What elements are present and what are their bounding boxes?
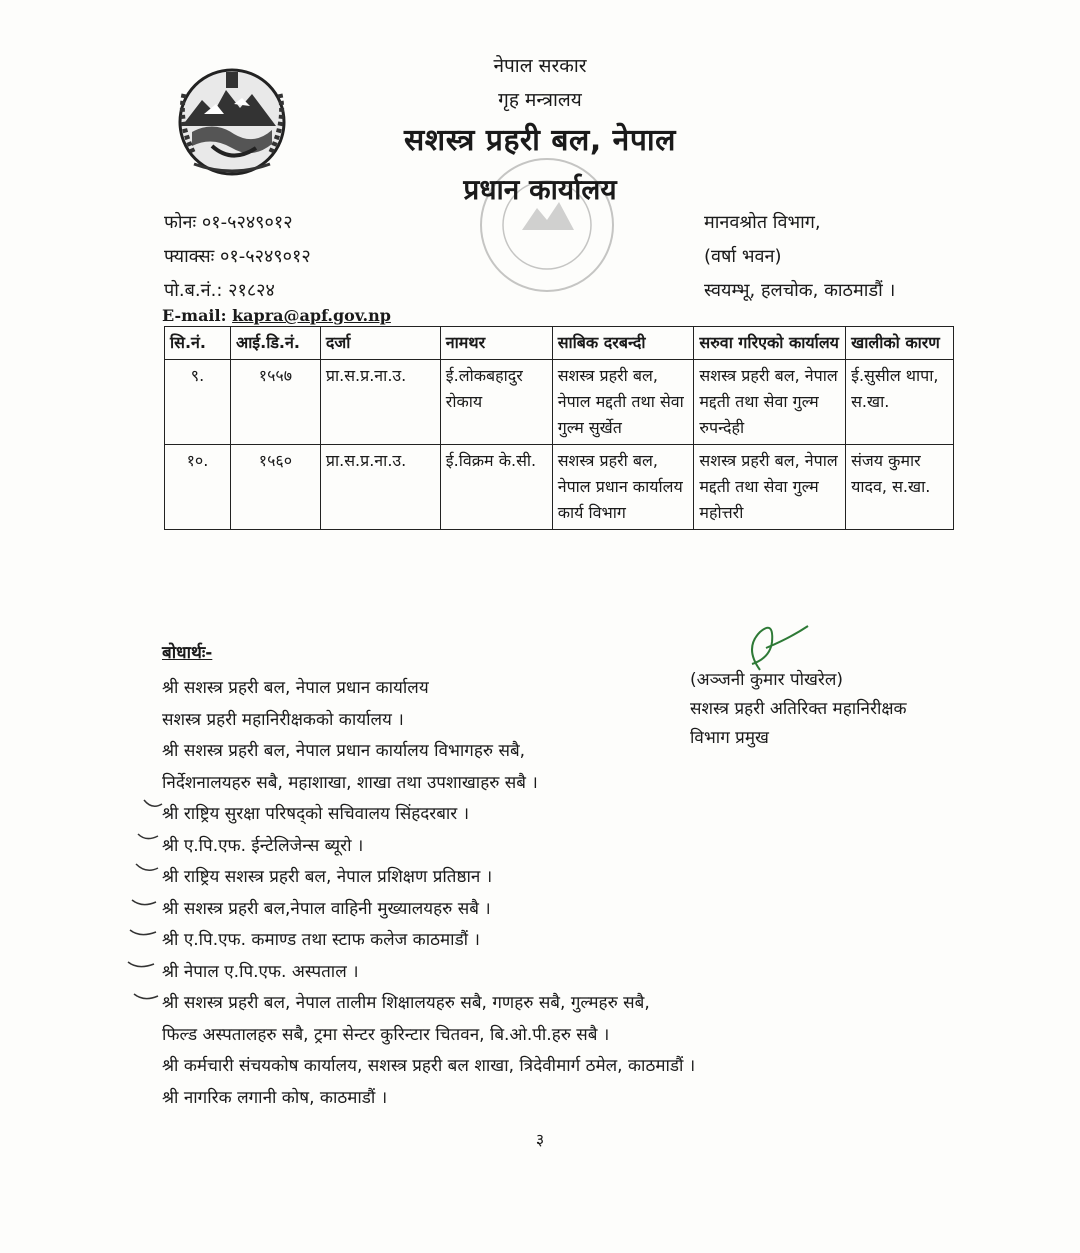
cell-id: १५६० [230, 445, 320, 530]
cell-sn: ९. [165, 360, 231, 445]
department-block [704, 206, 895, 308]
col-rank: दर्जा [320, 327, 440, 360]
cell-id: १५५७ [230, 360, 320, 445]
cell-vacancy-reason: ई.सुसील थापा, स.खा. [846, 360, 954, 445]
fax: फ्याक्सः ०१-५२४९०१२ [164, 246, 311, 267]
list-item: निर्देशनालयहरु सबै, महाशाखा, शाखा तथा उपशाखाहरु सबै । [162, 772, 538, 793]
department-address: स्वयम्भू, हलचोक, काठमाडौं । [704, 280, 896, 301]
col-sn: सि.नं. [165, 327, 231, 360]
cell-transferred-office: सशस्त्र प्रहरी बल, नेपाल मद्दती तथा सेवा गुल्म रुपन्देही [694, 360, 846, 445]
cell-sn: १०. [165, 445, 231, 530]
handwritten-marks [118, 790, 198, 1034]
col-previous-post: साबिक दरबन्दी [552, 327, 694, 360]
page-number: ३ [535, 1130, 545, 1149]
cell-previous-post: सशस्त्र प्रहरी बल, नेपाल मद्दती तथा सेवा गुल्म सुर्खेत [552, 360, 694, 445]
list-item: श्री ए.पि.एफ. कमाण्ड तथा स्टाफ कलेज काठमाडौं । [162, 930, 480, 950]
list-item: सशस्त्र प्रहरी महानिरीक्षकको कार्यालय । [162, 709, 404, 730]
email-link[interactable]: kapra@apf.gov.np [232, 306, 391, 325]
list-item: श्री सशस्त्र प्रहरी बल,नेपाल वाहिनी मुख्यालयहरु सबै । [162, 898, 491, 919]
cc-heading: बोधार्थः- [162, 643, 213, 663]
col-id: आई.डि.नं. [230, 327, 320, 360]
list-item: श्री कर्मचारी संचयकोष कार्यालय, सशस्त्र प्रहरी बल शाखा, त्रिदेवीमार्ग ठमेल, काठमाडौं । [162, 1056, 696, 1076]
transfer-table [164, 326, 954, 530]
signatory-block [690, 666, 907, 753]
list-item: श्री सशस्त्र प्रहरी बल, नेपाल प्रधान कार्यालय विभागहरु सबै, [162, 741, 526, 761]
table-header-row [165, 327, 954, 360]
list-item: श्री ए.पि.एफ. ईन्टेलिजेन्स ब्यूरो । [162, 835, 364, 856]
signatory-role: विभाग प्रमुख [690, 728, 769, 748]
list-item: श्री राष्ट्रिय सशस्त्र प्रहरी बल, नेपाल प्रशिक्षण प्रतिष्ठान । [162, 867, 493, 887]
contact-block [164, 206, 311, 308]
cell-transferred-office: सशस्त्र प्रहरी बल, नेपाल मद्दती तथा सेवा गुल्म महोत्तरी [694, 445, 846, 530]
signatory-title: सशस्त्र प्रहरी अतिरिक्त महानिरीक्षक [690, 699, 907, 719]
table-row [165, 360, 954, 445]
col-vacancy-reason: खालीको कारण [846, 327, 954, 360]
pobox: पो.ब.नं.: २१८२४ [164, 280, 275, 301]
list-item: फिल्ड अस्पतालहरु सबै, ट्रमा सेन्टर कुरिन्टार चितवन, बि.ओ.पी.हरु सबै । [162, 1024, 610, 1045]
ministry-name: गृह मन्त्रालय [498, 89, 582, 111]
col-transferred-office: सरुवा गरिएको कार्यालय [694, 327, 846, 360]
list-item: श्री सशस्त्र प्रहरी बल, नेपाल तालीम शिक्षालयहरु सबै, गणहरु सबै, गुल्महरु सबै, [162, 993, 650, 1013]
col-name: नामथर [440, 327, 552, 360]
cell-name: ई.लोकबहादुर रोकाय [440, 360, 552, 445]
cell-previous-post: सशस्त्र प्रहरी बल, नेपाल प्रधान कार्यालय कार्य विभाग [552, 445, 694, 530]
gov-name: नेपाल सरकार [493, 55, 587, 77]
signatory-name: (अञ्जनी कुमार पोखरेल) [690, 670, 844, 690]
table-row [165, 445, 954, 530]
office-name: प्रधान कार्यालय [463, 173, 617, 206]
list-item: श्री राष्ट्रिय सुरक्षा परिषद्को सचिवालय सिंहदरबार । [162, 804, 470, 824]
cell-name: ई.विक्रम के.सी. [440, 445, 552, 530]
phone: फोनः ०१-५२४९०१२ [164, 212, 293, 233]
department-building: (वर्षा भवन) [704, 246, 782, 267]
list-item: श्री नागरिक लगानी कोष, काठमाडौं । [162, 1087, 388, 1108]
cell-vacancy-reason: संजय कुमार यादव, स.खा. [846, 445, 954, 530]
email-label: E-mail: [162, 306, 227, 325]
list-item: श्री नेपाल ए.पि.एफ. अस्पताल । [162, 961, 359, 982]
department-name: मानवश्रोत विभाग, [704, 212, 821, 233]
force-name: सशस्त्र प्रहरी बल, नेपाल [404, 123, 676, 158]
cell-rank: प्रा.स.प्र.ना.उ. [320, 445, 440, 530]
cc-list [162, 640, 695, 1114]
email-line [162, 306, 391, 325]
list-item: श्री सशस्त्र प्रहरी बल, नेपाल प्रधान कार्यालय [162, 678, 429, 698]
cell-rank: प्रा.स.प्र.ना.उ. [320, 360, 440, 445]
